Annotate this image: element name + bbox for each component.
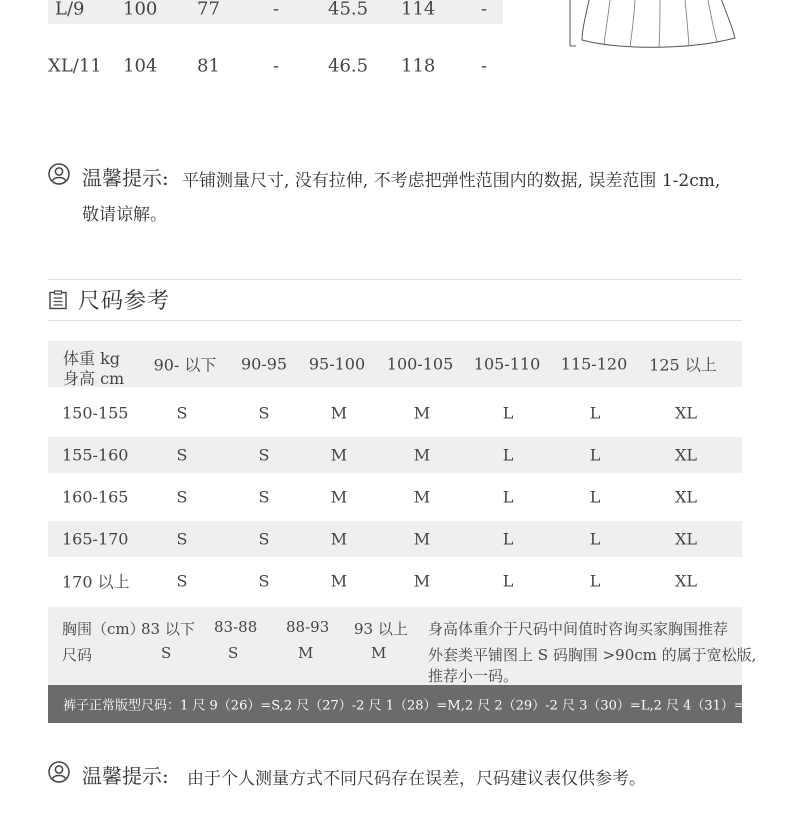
top-table-row	[48, 0, 503, 24]
user-icon	[48, 163, 70, 185]
top-cell: 100	[123, 0, 158, 20]
size-cell: M	[330, 445, 348, 465]
size-cell: M	[413, 403, 431, 423]
height-cell: 155-160	[62, 445, 129, 465]
column-header: 105-110	[473, 354, 541, 374]
size-cell: L	[589, 487, 601, 507]
divider	[48, 320, 742, 321]
table-row	[48, 479, 742, 515]
size-cell: L	[589, 403, 601, 423]
size-cell: S	[176, 571, 188, 591]
chest-label: 胸围（cm）	[62, 620, 145, 638]
size-cell: L	[589, 529, 601, 549]
column-header: 115-120	[560, 354, 628, 374]
top-cell: 77	[197, 0, 220, 20]
height-cell: 165-170	[62, 529, 129, 549]
note-text: 平铺测量尺寸, 没有拉伸, 不考虑把弹性范围内的数据, 误差范围 1-2cm,	[182, 171, 721, 191]
top-cell: L/9	[55, 0, 85, 20]
table-row	[48, 521, 742, 557]
size-cell: XL	[674, 571, 698, 591]
top-cell: XL/11	[48, 55, 102, 77]
table-row	[48, 395, 742, 431]
size-cell: S	[176, 445, 188, 465]
chest-size: S	[161, 644, 172, 662]
size-cell: S	[258, 529, 270, 549]
top-cell: 46.5	[328, 55, 369, 77]
top-cell: 118	[401, 55, 436, 77]
pants-size-note	[48, 685, 763, 723]
column-header: 90-95	[240, 354, 288, 374]
column-header: 95-100	[308, 354, 366, 374]
top-cell: 81	[197, 55, 220, 77]
size-cell: S	[258, 487, 270, 507]
size-cell: M	[330, 403, 348, 423]
size-cell: S	[176, 487, 188, 507]
top-cell: -	[481, 0, 488, 20]
size-cell: M	[330, 571, 348, 591]
top-cell: -	[273, 55, 280, 77]
size-cell: L	[589, 445, 601, 465]
chest-range: 83-88	[214, 618, 258, 636]
chest-tip: 外套类平铺图上 S 码胸围 >90cm 的属于宽松版,	[428, 646, 757, 664]
size-cell: S	[258, 445, 270, 465]
column-header: 100-105	[386, 354, 454, 374]
chest-tip: 推荐小一码。	[428, 667, 519, 685]
height-cell: 160-165	[62, 487, 129, 507]
size-cell: M	[330, 529, 348, 549]
top-cell: 45.5	[328, 0, 369, 20]
size-cell: S	[258, 403, 270, 423]
size-cell: XL	[674, 445, 698, 465]
size-cell: L	[502, 487, 514, 507]
size-cell: S	[258, 571, 270, 591]
size-cell: M	[413, 529, 431, 549]
user-icon	[48, 761, 70, 783]
size-cell: L	[502, 571, 514, 591]
top-cell: -	[273, 0, 280, 20]
size-cell: L	[589, 571, 601, 591]
top-cell: -	[481, 55, 488, 77]
size-cell: M	[413, 487, 431, 507]
chest-tip: 身高体重介于尺码中间值时咨询买家胸围推荐	[428, 620, 729, 638]
size-cell: M	[330, 487, 348, 507]
size-cell: L	[502, 529, 514, 549]
size-cell: S	[176, 529, 188, 549]
chest-size: S	[228, 644, 239, 662]
note-text: 由于个人测量方式不同尺码存在误差，尺码建议表仅供参考。	[187, 769, 646, 789]
note-title: 温馨提示:	[82, 166, 169, 190]
clipboard-icon	[48, 290, 68, 310]
top-table-row	[48, 50, 503, 82]
chest-size: M	[371, 644, 387, 662]
header-height-label: 身高 cm	[63, 369, 125, 388]
header-weight-label: 体重 kg	[63, 349, 121, 368]
size-cell: M	[413, 571, 431, 591]
column-header: 90- 以下	[153, 355, 217, 375]
size-cell: M	[413, 445, 431, 465]
top-cell: 114	[401, 0, 436, 20]
divider	[48, 279, 742, 280]
size-cell: XL	[674, 487, 698, 507]
note-title: 温馨提示:	[82, 764, 169, 788]
table-row	[48, 563, 742, 599]
garment-sketch-image	[560, 0, 745, 52]
top-cell: 104	[123, 55, 158, 77]
chest-range: 88-93	[286, 618, 330, 636]
chest-size-table	[48, 607, 757, 685]
size-cell: XL	[674, 529, 698, 549]
section-title: 尺码参考	[78, 289, 171, 314]
size-cell: XL	[674, 403, 698, 423]
size-cell: L	[502, 445, 514, 465]
size-cell: S	[176, 403, 188, 423]
height-cell: 170 以上	[62, 572, 130, 592]
table-header-row	[48, 341, 742, 387]
table-row	[48, 437, 742, 473]
chest-size: M	[298, 644, 314, 662]
size-cell: L	[502, 403, 514, 423]
pants-size-text: 裤子正常版型尺码：1 尺 9（26）=S,2 尺（27）-2 尺 1（28）=M,2 尺 2（29）-2 尺 3（30）=L,2 尺 4（31）=XL	[63, 698, 763, 714]
column-header: 125 以上	[649, 355, 717, 375]
height-cell: 150-155	[62, 403, 129, 423]
chest-range: 83 以下	[141, 620, 195, 638]
size-label: 尺码	[62, 646, 93, 664]
note-text: 敬请谅解。	[82, 205, 167, 225]
chest-range: 93 以上	[354, 620, 408, 638]
